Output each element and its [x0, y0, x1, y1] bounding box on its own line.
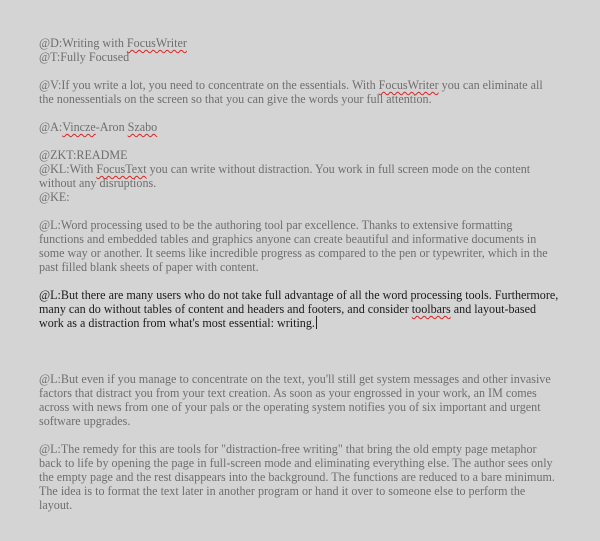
author-line: @A:Vincze-Aron Szabo [39, 120, 158, 134]
misspelled-word[interactable]: toolbars [411, 302, 451, 316]
text-cursor [316, 316, 317, 329]
meta-ke-line: @KE: [39, 190, 70, 204]
body-paragraph-3: @L:But even if you manage to concentrate on the text, you'll still get system messages and other invasive factors that distract you from your text creation. As soon as your engrossed in your work, an IM comes across with news from one of your pals or the operating system notifies you of six important and urgent software upgrades. [39, 372, 551, 428]
body-paragraph-1: @L:Word processing used to be the authoring tool par excellence. Thanks to extensive formatting functions and embedded tables and graphics anyone can create beautiful and informative documents in some way or another. It seems like incredible progress as compared to the pen or typewriter, which in the past filled blank sheets of paper with content. [39, 218, 548, 274]
heading-d-line: @D:Writing with FocusWriter [39, 36, 187, 50]
document-heading [39, 36, 560, 64]
misspelled-word[interactable]: FocusWriter [378, 78, 439, 92]
misspelled-word[interactable]: FocusWriter [126, 36, 187, 50]
meta-zkt-line: @ZKT:README [39, 148, 128, 162]
intro-paragraph: @V:If you write a lot, you need to concentrate on the essentials. With FocusWriter you can eliminate all the nonessentials on the screen so that you can give the words your full attention. [39, 78, 543, 106]
active-paragraph[interactable]: @L:But there are many users who do not take full advantage of all the word processing tools. Furthermore, many can do without tables of content and headers and footers, and consider toolbars and layout-based work as a distraction from what's most essential: writing. [39, 288, 559, 330]
misspelled-word[interactable]: FocusText [96, 162, 147, 176]
heading-t-line: @T:Fully Focused [39, 50, 130, 64]
meta-kl-line: @KL:With FocusText you can write without distraction. You work in full screen mode on the content without any disruptions. [39, 162, 531, 190]
body-paragraph-4: @L:The remedy for this are tools for "distraction-free writing" that bring the old empty page metaphor back to life by opening the page in full-screen mode and eliminating everything else. The author sees only the empty page and the rest disappears into the background. The functions are reduced to a bare minimum. The idea is to format the text later in another program or hand it over to someone else to perform the layout. [39, 442, 555, 512]
meta-block [39, 148, 560, 204]
misspelled-word[interactable]: Vincze [62, 120, 96, 134]
misspelled-word[interactable]: Szabo [127, 120, 158, 134]
